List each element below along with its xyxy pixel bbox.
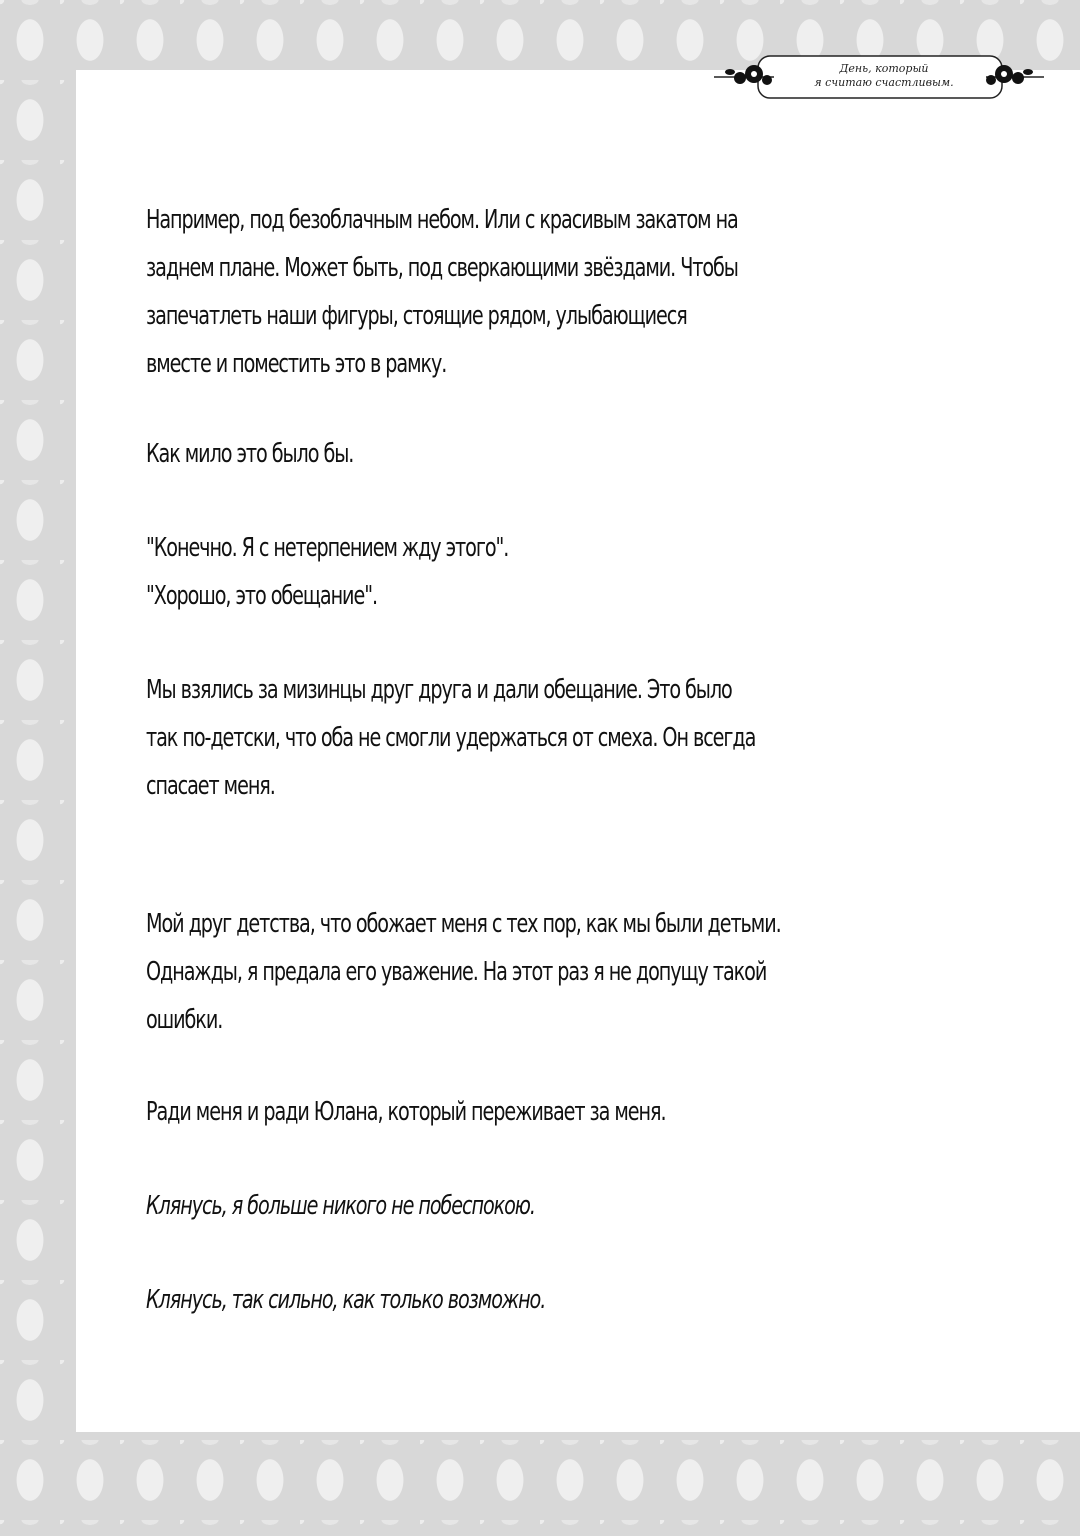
paragraph-promise [146, 666, 755, 810]
text-line: Клянусь, так сильно, как только возможно. [146, 1285, 546, 1315]
paragraph-friend [146, 900, 781, 1044]
text-line: Мой друг детства, что обожает меня с тех пор, как мы были детьми. [146, 909, 781, 939]
text-line: Как мило это было бы. [146, 439, 354, 469]
chapter-title-line-1: День, который [839, 62, 929, 75]
text-line: "Конечно. Я с нетерпением жду этого". [146, 533, 509, 563]
text-line: Например, под безоблачным небом. Или с красивым закатом на [146, 205, 738, 235]
text-line: так по-детски, что оба не смогли удержаться от смеха. Он всегда [146, 723, 756, 753]
text-line: Мы взялись за мизинцы друг друга и дали обещание. Это было [146, 675, 732, 705]
text-line: запечатлеть наши фигуры, стоящие рядом, улыбающиеся [146, 301, 687, 331]
paragraph-dialogue [146, 524, 508, 620]
text-line: спасает меня. [146, 771, 275, 801]
chapter-title-badge [714, 52, 1044, 102]
paragraph-vow-2 [146, 1276, 545, 1324]
text-line: Ради меня и ради Юлана, который переживает за меня. [146, 1097, 666, 1127]
paragraph-scene [146, 196, 738, 388]
text-line: "Хорошо, это обещание". [146, 581, 377, 611]
chapter-title [808, 54, 960, 98]
paragraph-vow-1 [146, 1182, 535, 1230]
text-line: Однажды, я предала его уважение. На этот раз я не допущу такой [146, 957, 767, 987]
paragraph-resolve [146, 1088, 665, 1136]
chapter-title-line-2: я считаю счастливым. [814, 76, 954, 89]
text-line: заднем плане. Может быть, под сверкающими звёздами. Чтобы [146, 253, 738, 283]
text-line: вместе и поместить это в рамку. [146, 349, 447, 379]
text-line: ошибки. [146, 1005, 223, 1035]
paragraph-thought [146, 430, 353, 478]
text-line: Клянусь, я больше никого не побеспокою. [146, 1191, 535, 1221]
